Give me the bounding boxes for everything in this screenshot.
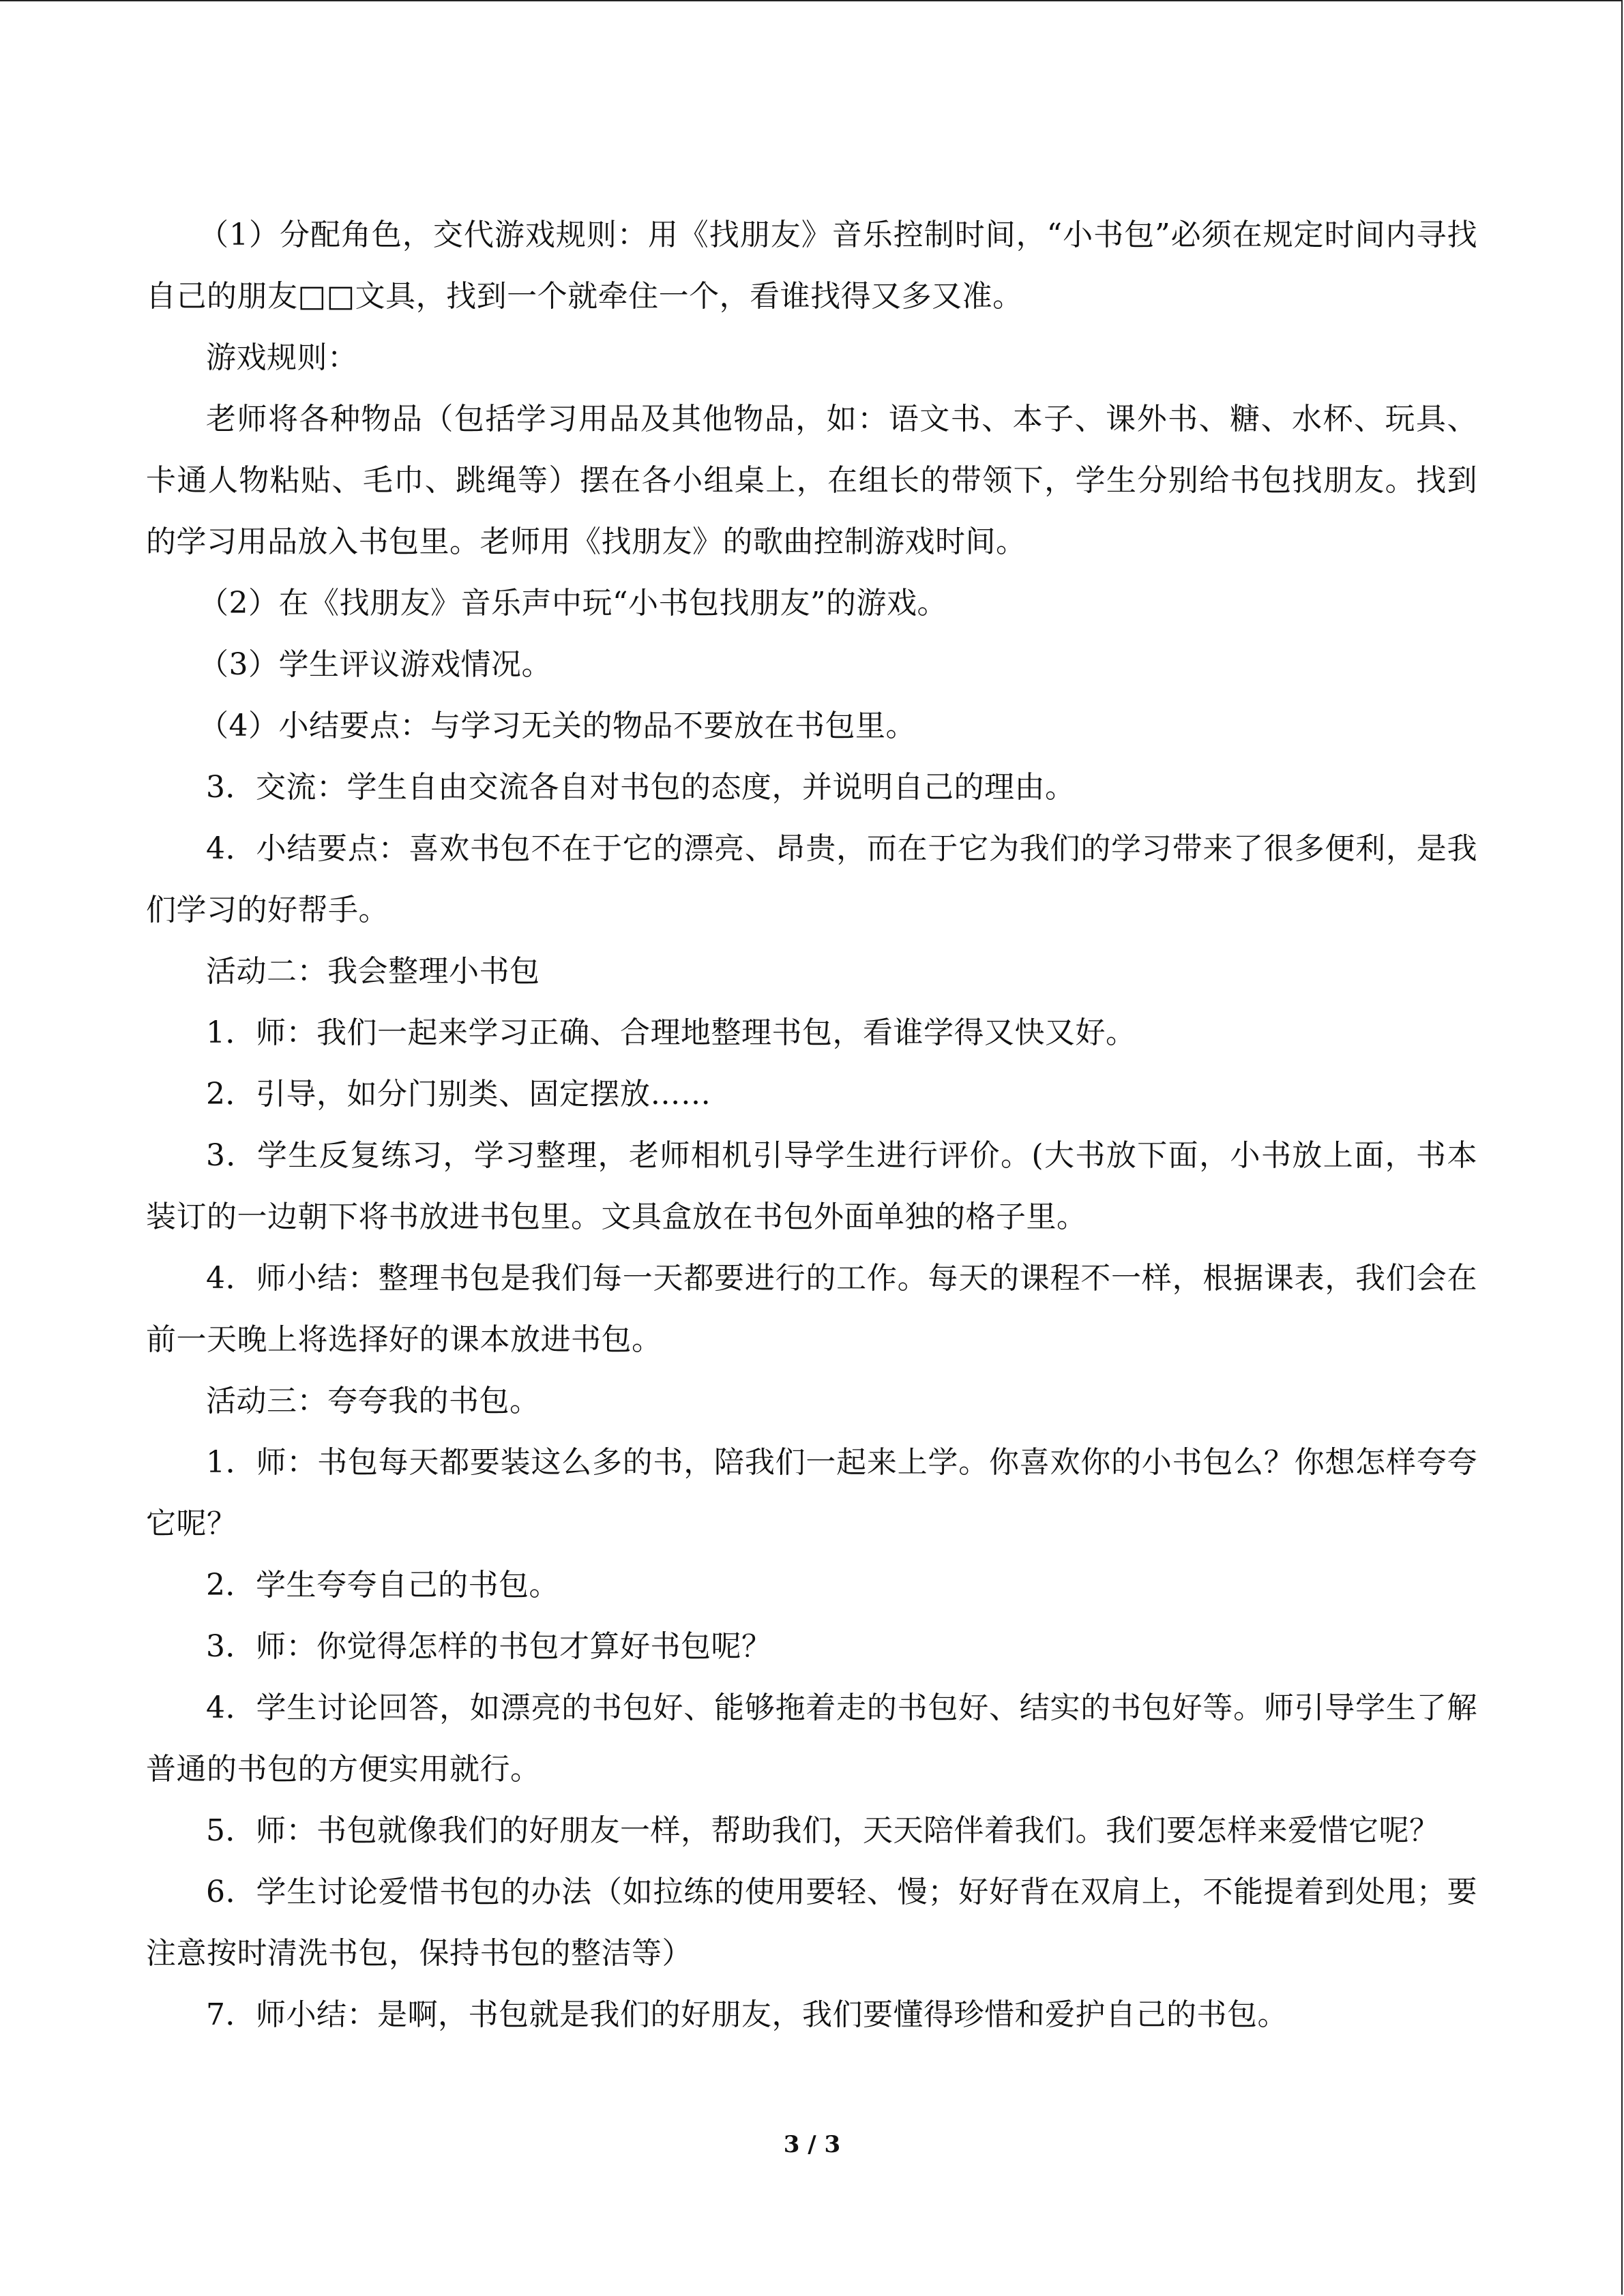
paragraph-activity-two-step-1: 1．师：我们一起来学习正确、合理地整理书包，看谁学得又快又好。 [206, 1015, 1136, 1050]
paragraph-activity-three-step-5: 5．师：书包就像我们的好朋友一样，帮助我们，天天陪伴着我们。我们要怎样来爱惜它呢？ [206, 1813, 1440, 1848]
paragraph-game-rules-intro: （1）分配角色，交代游戏规则：用《找朋友》音乐控制时间，“小书包”必须在规定时间内寻找自己的朋友□□文具，找到一个就牵住一个，看谁找得又多又准。 [146, 218, 1477, 314]
heading-activity-two: 活动二：我会整理小书包 [206, 954, 540, 989]
paragraph-activity-three-step-3: 3．师：你觉得怎样的书包才算好书包呢？ [206, 1629, 772, 1664]
paragraph-activity-three-step-2: 2．学生夸夸自己的书包。 [206, 1568, 559, 1602]
paragraph-play-game: （2）在《找朋友》音乐声中玩“小书包找朋友”的游戏。 [198, 586, 947, 621]
page-number: 3 / 3 [783, 2131, 841, 2158]
paragraph-activity-three-step-7: 7．师小结：是啊，书包就是我们的好朋友，我们要懂得珍惜和爱护自己的书包。 [206, 1997, 1288, 2032]
paragraph-activity-two-step-2: 2．引导，如分门别类、固定摆放…… [206, 1077, 711, 1112]
paragraph-summary-points: （4）小结要点：与学习无关的物品不要放在书包里。 [198, 709, 916, 743]
paragraph-activity-three-step-1: 1．师：书包每天都要装这么多的书，陪我们一起来上学。你喜欢你的小书包么？你想怎样夸夸它呢？ [146, 1445, 1477, 1541]
paragraph-activity-three-step-6: 6．学生讨论爱惜书包的办法（如拉练的使用要轻、慢；好好背在双肩上，不能提着到处甩；要注意按时清洗书包，保持书包的整洁等） [146, 1875, 1477, 1971]
paragraph-rules-detail: 老师将各种物品（包括学习用品及其他物品，如：语文书、本子、课外书、糖、水杯、玩具、卡通人物粘贴、毛巾、跳绳等）摆在各小组桌上，在组长的带领下，学生分别给书包找朋友。找到的学习用品放入书包里。老师用《找朋友》的歌曲控制游戏时间。 [146, 402, 1477, 559]
paragraph-rules-heading: 游戏规则： [206, 340, 358, 375]
paragraph-exchange: 3．交流：学生自由交流各自对书包的态度，并说明自己的理由。 [206, 770, 1076, 805]
paragraph-evaluate-game: （3）学生评议游戏情况。 [198, 647, 552, 682]
paragraph-activity-two-step-4: 4．师小结：整理书包是我们每一天都要进行的工作。每天的课程不一样，根据课表，我们会在前一天晚上将选择好的课本放进书包。 [146, 1261, 1477, 1357]
heading-activity-three: 活动三：夸夸我的书包。 [206, 1384, 540, 1418]
paragraph-summary-helper: 4．小结要点：喜欢书包不在于它的漂亮、昂贵，而在于它为我们的学习带来了很多便利，是我们学习的好帮手。 [146, 831, 1477, 927]
paragraph-activity-three-step-4: 4．学生讨论回答，如漂亮的书包好、能够拖着走的书包好、结实的书包好等。师引导学生了解普通的书包的方便实用就行。 [146, 1690, 1477, 1787]
paragraph-activity-two-step-3: 3．学生反复练习，学习整理，老师相机引导学生进行评价。(大书放下面，小书放上面，书本装订的一边朝下将书放进书包里。文具盒放在书包外面单独的格子里。 [146, 1138, 1477, 1234]
document-body [146, 205, 1477, 2046]
